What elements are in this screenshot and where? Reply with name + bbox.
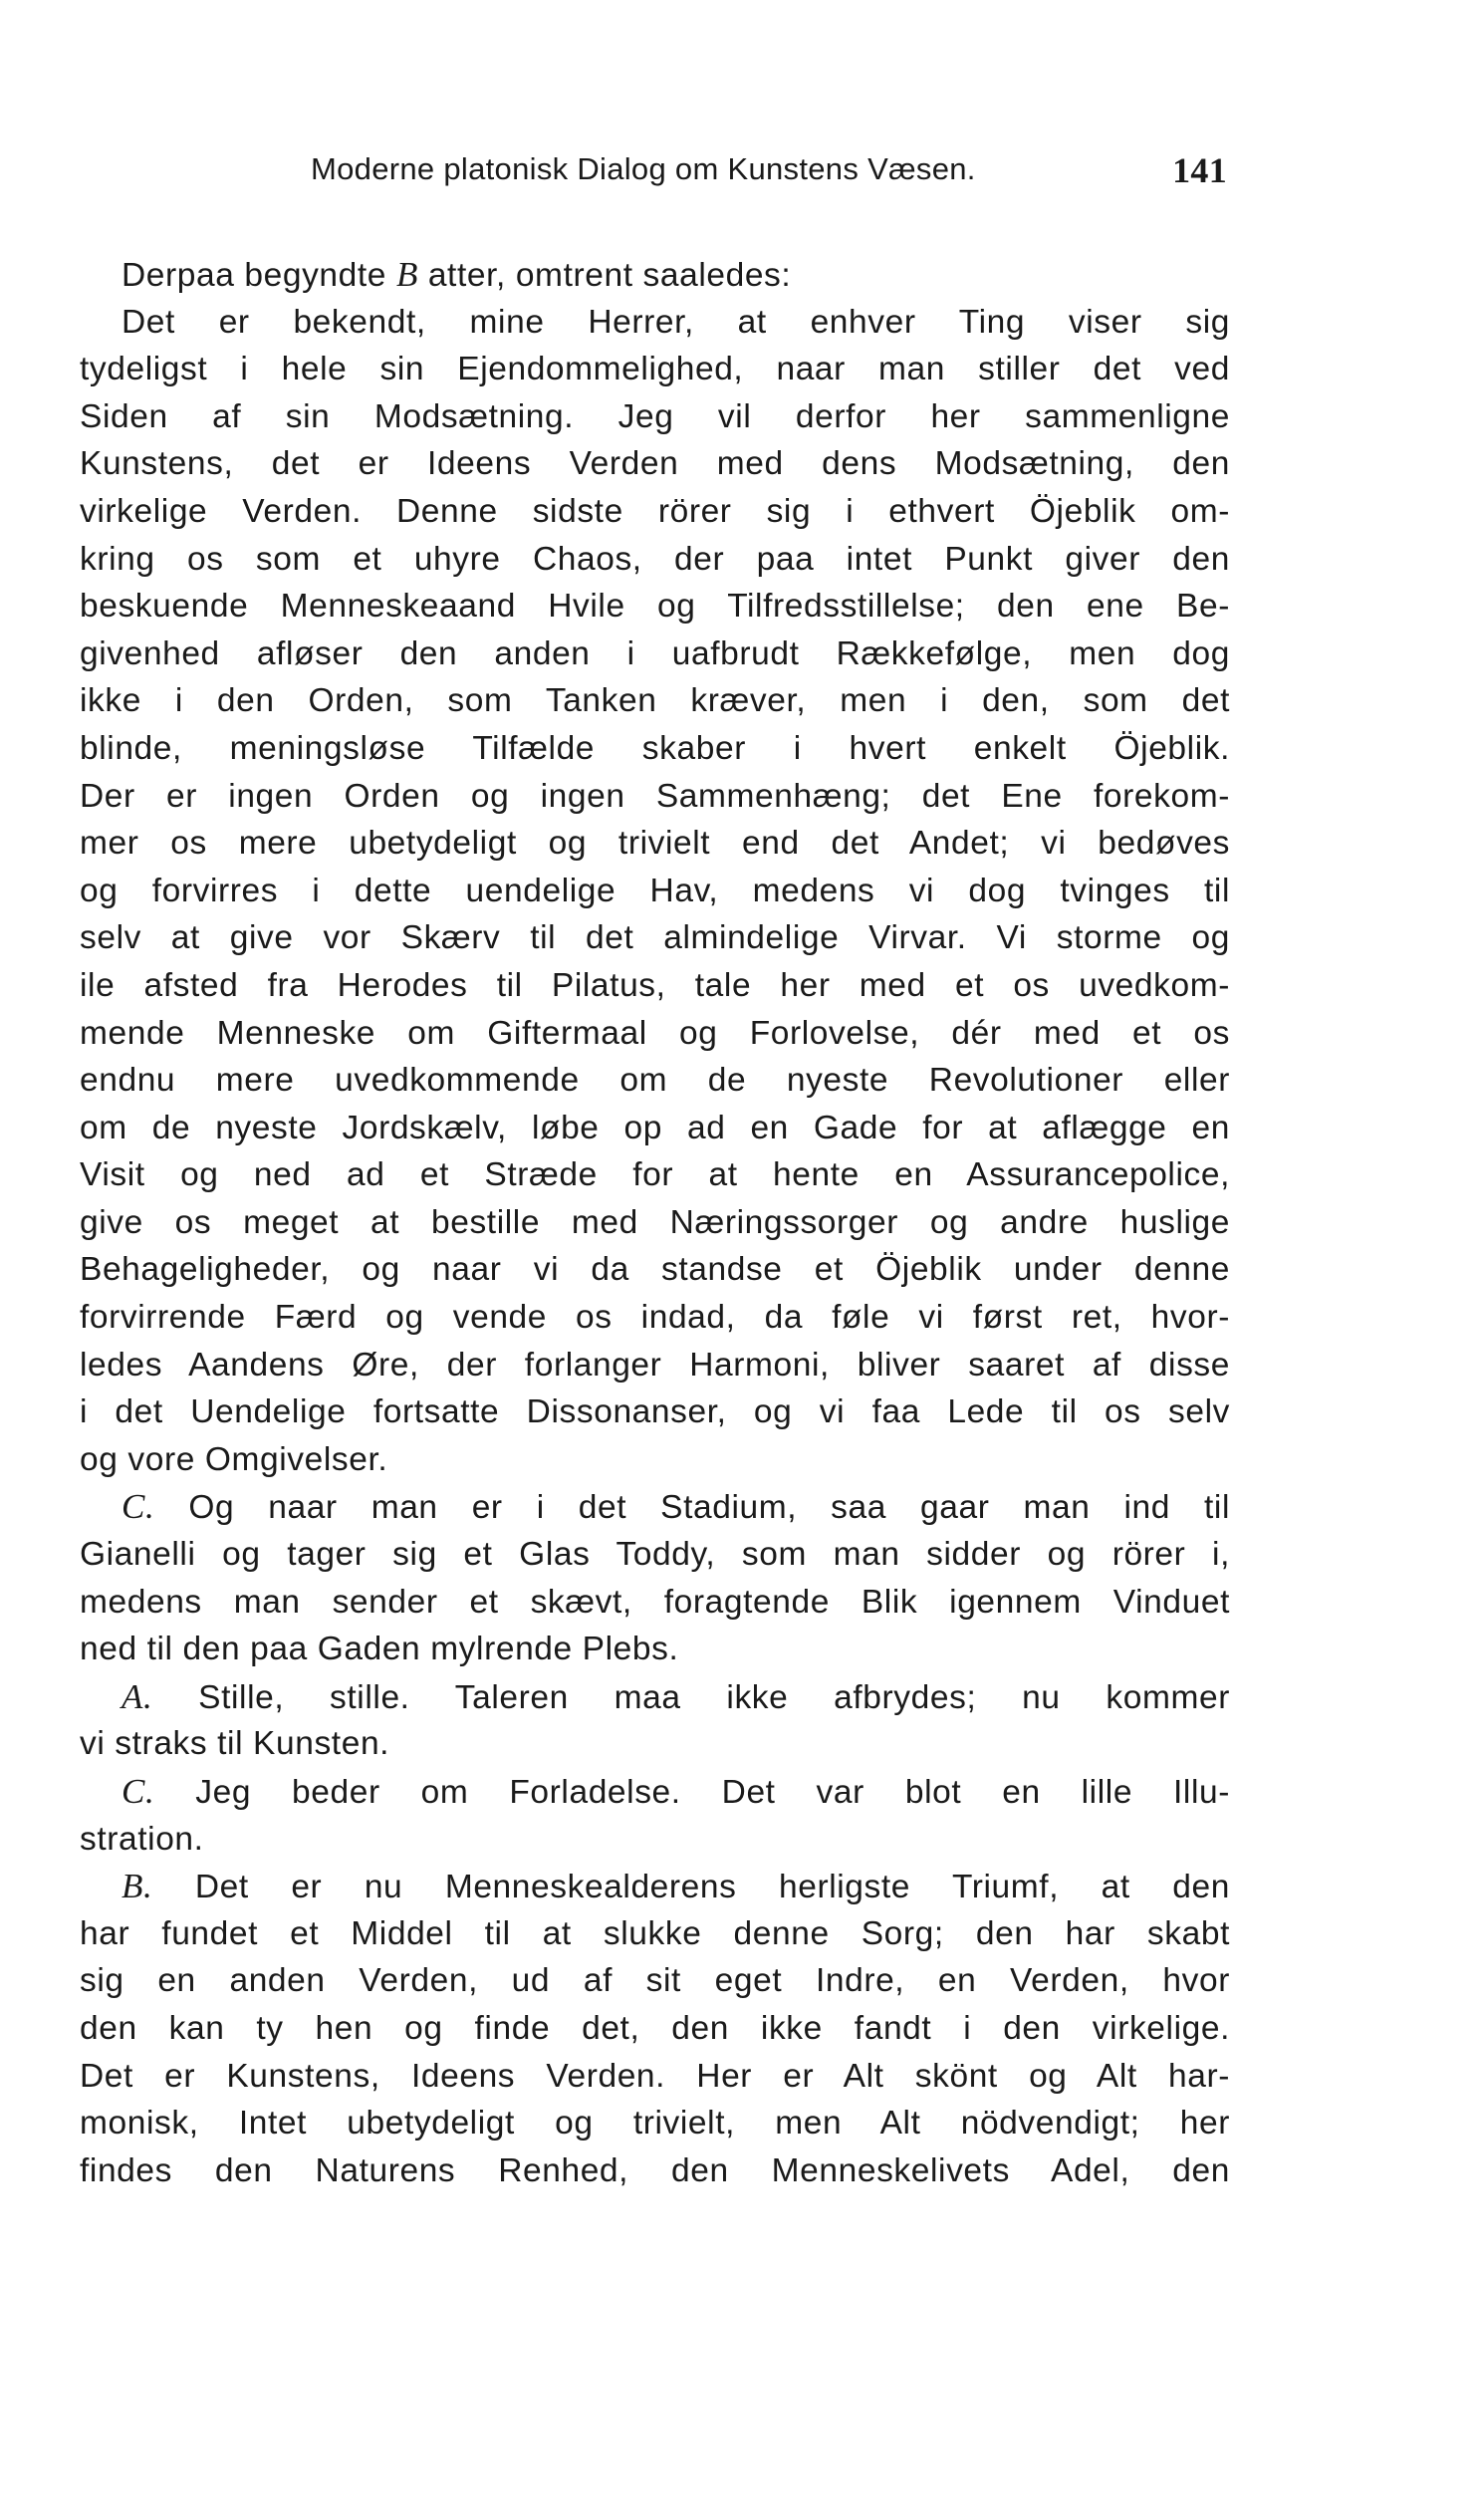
- page-number: 141: [1172, 150, 1227, 190]
- text-line: ledes Aandens Øre, der forlanger Harmoni, bliver saaret af disse: [80, 1346, 1230, 1384]
- text-line: ned til den paa Gaden mylrende Plebs.: [80, 1631, 679, 1668]
- text-line: endnu mere uvedkommende om de nyeste Revolutioner eller: [80, 1062, 1230, 1100]
- text-line: forvirrende Færd og vende os indad, da føle vi først ret, hvor-: [80, 1299, 1230, 1337]
- text-line: den kan ty hen og finde det, den ikke fandt i den virkelige.: [80, 2009, 1230, 2047]
- text-line: B. Det er nu Menneskealderens herligste Triumf, at den: [122, 1867, 1230, 1906]
- text-line: sig en anden Verden, ud af sit eget Indre, en Verden, hvor: [80, 1962, 1230, 2000]
- body-text: [80, 251, 1230, 2194]
- text-line: Behageligheder, og naar vi da standse et Öjeblik under denne: [80, 1251, 1230, 1289]
- text-line: selv at give vor Skærv til det almindelige Virvar. Vi storme og: [80, 919, 1230, 957]
- text-line: blinde, meningsløse Tilfælde skaber i hvert enkelt Öjeblik.: [80, 729, 1230, 767]
- text-line: kring os som et uhyre Chaos, der paa intet Punkt giver den: [80, 540, 1230, 578]
- text-line: givenhed afløser den anden i uafbrudt Rækkefølge, men dog: [80, 634, 1230, 672]
- text-line: ile afsted fra Herodes til Pilatus, tale her med et os uvedkom-: [80, 966, 1230, 1004]
- text-line: medens man sender et skævt, foragtende Blik igennem Vinduet: [80, 1583, 1230, 1621]
- speaker-label: C.: [122, 1772, 155, 1811]
- text-line: og vore Omgivelser.: [80, 1440, 388, 1478]
- text-line: Der er ingen Orden og ingen Sammenhæng; det Ene forekom-: [80, 777, 1230, 815]
- text-line: og forvirres i dette uendelige Hav, medens vi dog tvinges til: [80, 872, 1230, 909]
- text-line: Det er Kunstens, Ideens Verden. Her er Alt skönt og Alt har-: [80, 2057, 1230, 2095]
- text-line: tydeligst i hele sin Ejendommelighed, naar man stiller det ved: [80, 351, 1230, 388]
- text-line: monisk, Intet ubetydeligt og trivielt, men Alt nödvendigt; her: [80, 2105, 1230, 2142]
- text-line: C. Og naar man er i det Stadium, saa gaar man ind til: [122, 1487, 1230, 1527]
- text-line: i det Uendelige fortsatte Dissonanser, og vi faa Lede til os selv: [80, 1393, 1230, 1431]
- text-line: Visit og ned ad et Stræde for at hente en Assurancepolice,: [80, 1156, 1230, 1194]
- text-line: give os meget at bestille med Næringssorger og andre huslige: [80, 1203, 1230, 1241]
- text-line: virkelige Verden. Denne sidste rörer sig i ethvert Öjeblik om-: [80, 492, 1230, 530]
- text-line: Kunstens, det er Ideens Verden med dens Modsætning, den: [80, 445, 1230, 483]
- running-title: Moderne platonisk Dialog om Kunstens Væsen.: [311, 151, 976, 186]
- text-line: Siden af sin Modsætning. Jeg vil derfor her sammenligne: [80, 397, 1230, 435]
- text-line: mende Menneske om Giftermaal og Forlovelse, dér med et os: [80, 1014, 1230, 1052]
- speaker-label: B: [395, 255, 418, 294]
- text-line: mer os mere ubetydeligt og trivielt end det Andet; vi bedøves: [80, 825, 1230, 863]
- text-line: ikke i den Orden, som Tanken kræver, men i den, som det: [80, 682, 1230, 720]
- speaker-label: C.: [122, 1487, 155, 1527]
- text-line: om de nyeste Jordskælv, løbe op ad en Gade for at aflægge en: [80, 1109, 1230, 1146]
- text-line: C. Jeg beder om Forladelse. Det var blot en lille Illu-: [122, 1772, 1230, 1811]
- speaker-label: B.: [122, 1867, 153, 1906]
- speaker-label: A.: [122, 1676, 153, 1716]
- text-line: stration.: [80, 1820, 204, 1858]
- running-head: [311, 151, 1227, 201]
- text-line: findes den Naturens Renhed, den Menneskelivets Adel, den: [80, 2151, 1230, 2189]
- text-line: Derpaa begyndte B atter, omtrent saaledes:: [122, 255, 792, 294]
- text-line: A. Stille, stille. Taleren maa ikke afbrydes; nu kommer: [122, 1676, 1230, 1716]
- text-line: vi straks til Kunsten.: [80, 1725, 390, 1763]
- text-line: Det er bekendt, mine Herrer, at enhver Ting viser sig: [122, 303, 1230, 341]
- text-line: har fundet et Middel til at slukke denne Sorg; den har skabt: [80, 1914, 1230, 1952]
- text-line: Gianelli og tager sig et Glas Toddy, som man sidder og rörer i,: [80, 1536, 1230, 1574]
- text-line: beskuende Menneskeaand Hvile og Tilfredsstillelse; den ene Be-: [80, 588, 1230, 626]
